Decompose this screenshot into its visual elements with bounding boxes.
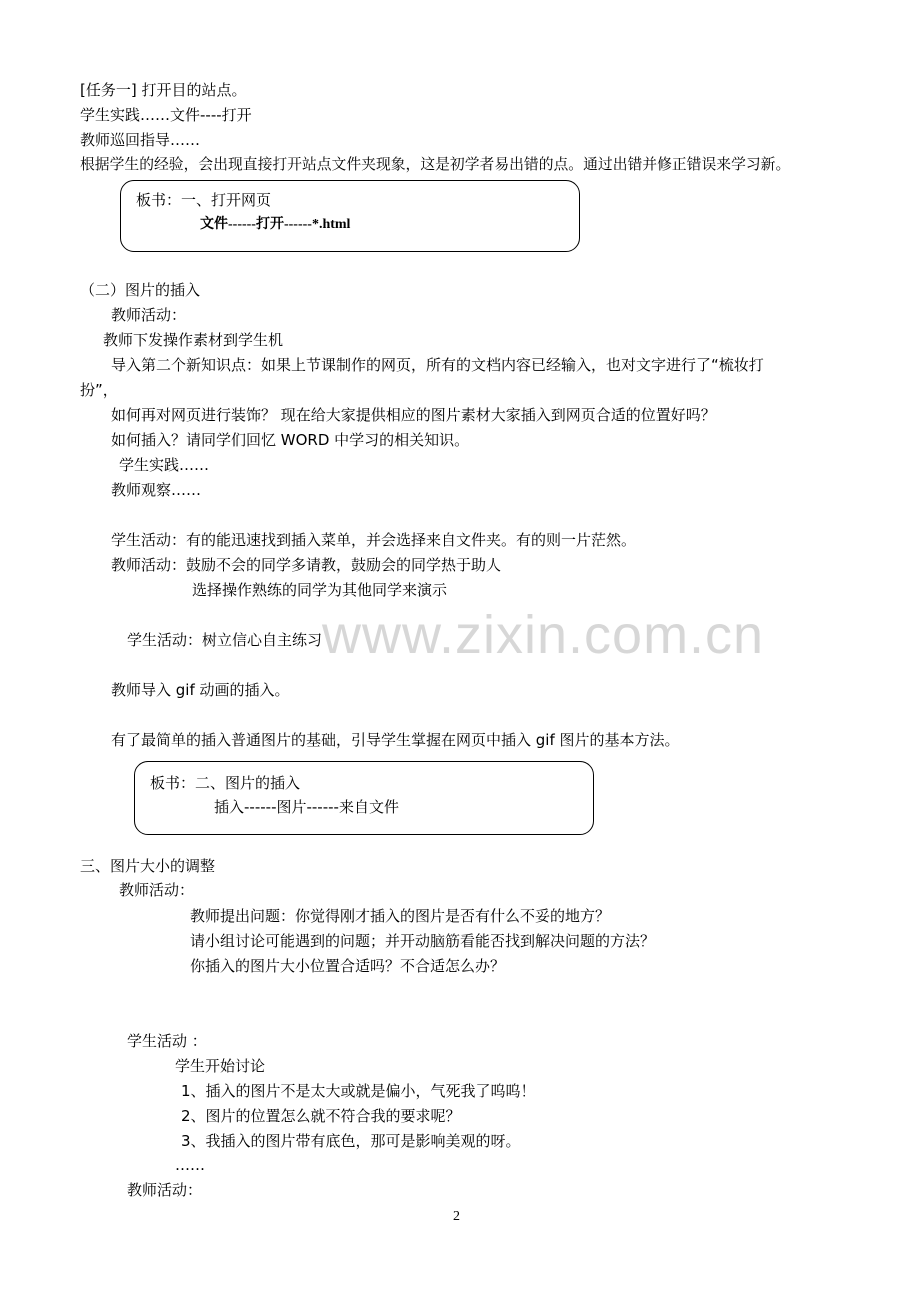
task1-student-practice: 学生实践……文件----打开 [80, 106, 252, 124]
section2-teacher-activity2: 教师活动：鼓励不会的同学多请教，鼓励会的同学热于助人 [111, 556, 502, 574]
section2-student-activity: 学生活动：有的能迅速找到插入菜单，并会选择来自文件夹。有的则一片茫然。 [111, 531, 637, 549]
section2-question2: 如何插入？请同学们回忆 WORD 中学习的相关知识。 [111, 431, 470, 449]
watermark: www.zixin.com.cn [322, 605, 765, 665]
board2-line1: 板书：二、图片的插入 [150, 774, 301, 792]
section3-student-activity: 学生活动 ： [127, 1032, 207, 1050]
board1-line1: 板书：一、打开网页 [136, 191, 272, 209]
section3-question2: 请小组讨论可能遇到的问题；并开动脑筋看能否找到解决问题的方法？ [190, 932, 656, 950]
section2-teacher-activity2b: 选择操作熟练的同学为其他同学来演示 [192, 581, 448, 599]
section2-gif-intro: 教师导入 gif 动画的插入。 [111, 681, 290, 699]
section3-item3: 3、我插入的图片带有底色，那可是影响美观的呀。 [181, 1132, 521, 1150]
section2-teacher-activity: 教师活动： [111, 306, 187, 324]
section2-heading: （二）图片的插入 [80, 281, 201, 299]
section2-student-practice: 学生实践…… [119, 456, 210, 474]
board2-line2: 插入------图片------来自文件 [214, 798, 399, 816]
section3-discuss: 学生开始讨论 [175, 1057, 266, 1075]
section3-item1: 1、插入的图片不是太大或就是偏小，气死我了呜呜！ [181, 1082, 536, 1100]
section2-distribute: 教师下发操作素材到学生机 [103, 331, 284, 349]
section3-question1: 教师提出问题：你觉得刚才插入的图片是否有什么不妥的地方？ [190, 907, 611, 925]
section2-intro-line1: 导入第二个新知识点：如果上节课制作的网页，所有的文档内容已经输入，也对文字进行了“梳妆打 [111, 356, 764, 374]
task1-teacher-tour: 教师巡回指导…… [80, 131, 201, 149]
section2-intro-line2: 扮”， [80, 381, 118, 399]
section3-teacher-activity: 教师活动： [119, 881, 195, 899]
board1-line2: 文件------打开------*.html [200, 217, 351, 232]
section2-teacher-observe: 教师观察…… [111, 481, 202, 499]
task1-note: 根据学生的经验，会出现直接打开站点文件夹现象，这是初学者易出错的点。通过出错并修正错误来学习新。 [80, 156, 791, 173]
section2-gif-method: 有了最简单的插入普通图片的基础，引导学生掌握在网页中插入 gif 图片的基本方法。 [111, 731, 680, 749]
section2-student-activity2: 学生活动：树立信心自主练习 [127, 631, 323, 649]
section3-question3: 你插入的图片大小位置合适吗？不合适怎么办？ [190, 957, 506, 975]
section3-teacher-activity2: 教师活动： [127, 1181, 203, 1199]
section3-heading: 三、图片大小的调整 [80, 857, 216, 875]
task1-heading: [任务一] 打开目的站点。 [80, 81, 247, 99]
section3-item2: 2、图片的位置怎么就不符合我的要求呢？ [181, 1107, 461, 1125]
section3-ellipsis: …… [175, 1156, 205, 1174]
section2-question1: 如何再对网页进行装饰？ 现在给大家提供相应的图片素材大家插入到网页合适的位置好吗？ [111, 406, 716, 424]
page-number: 2 [453, 1209, 460, 1224]
